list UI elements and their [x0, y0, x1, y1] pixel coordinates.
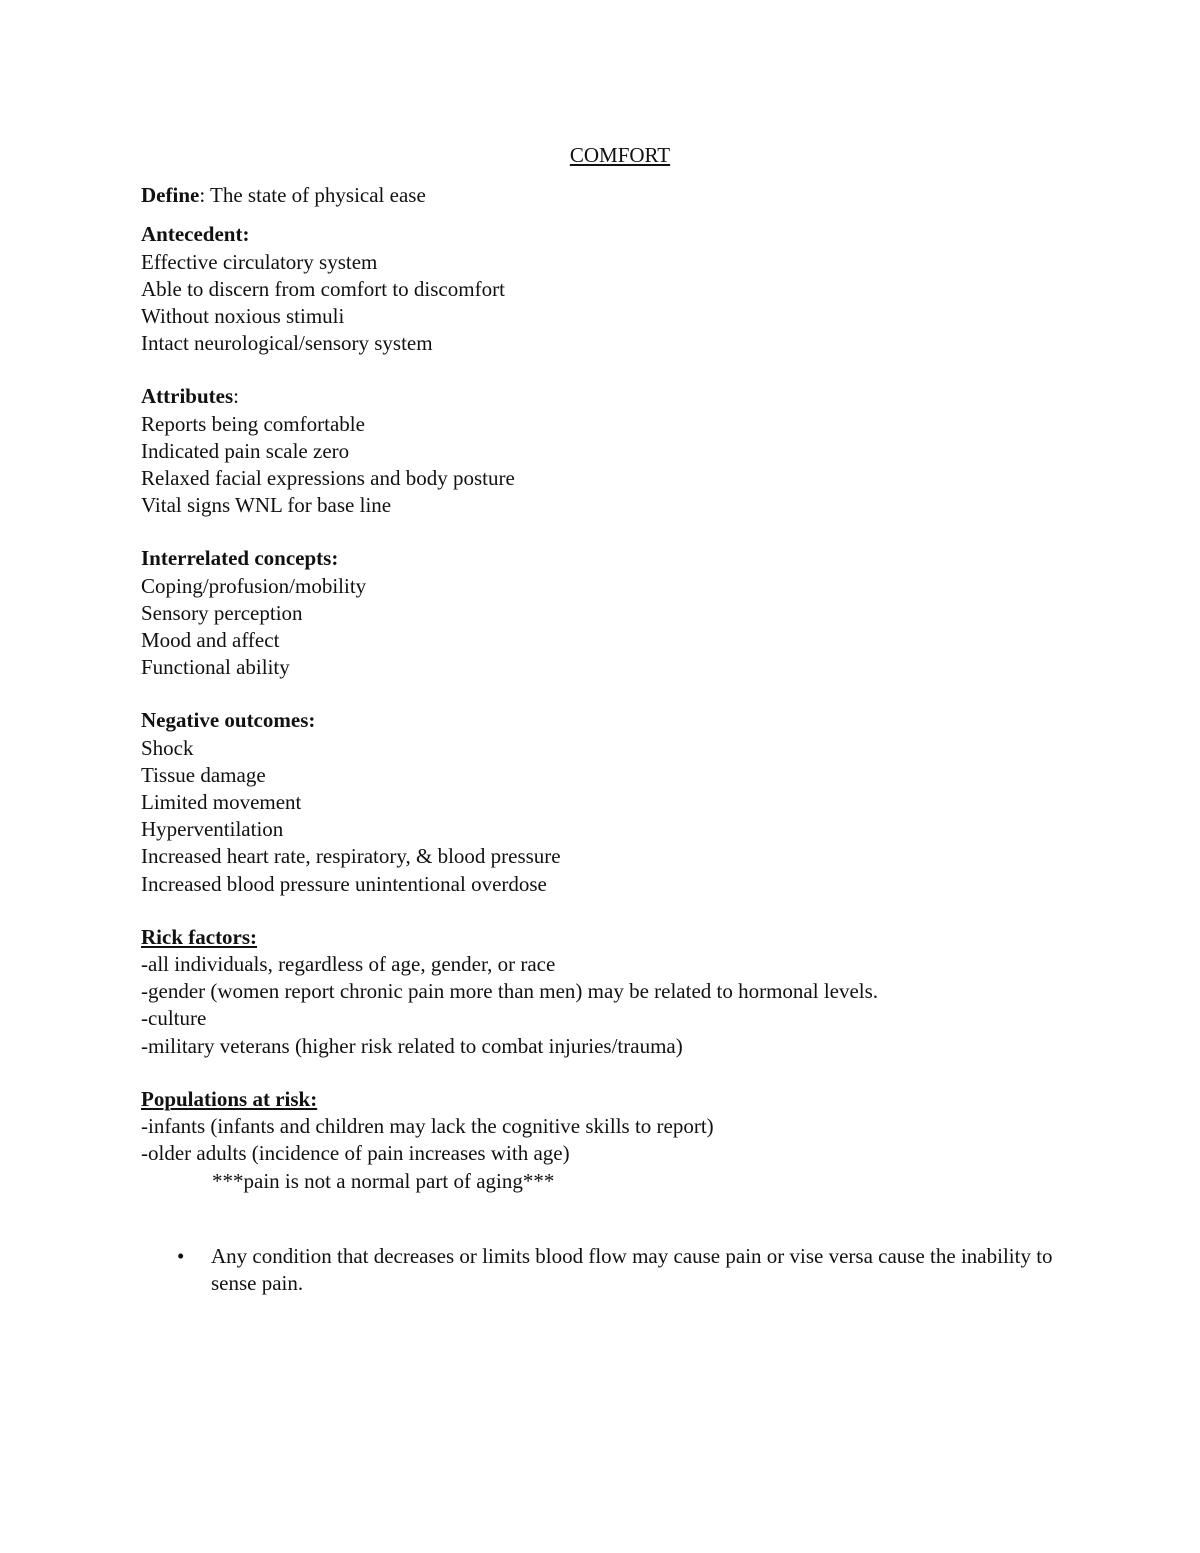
list-item: Reports being comfortable	[141, 411, 365, 436]
section-heading: Interrelated concepts:	[141, 546, 339, 571]
section-negative-outcomes	[141, 707, 1101, 897]
list-item: Increased heart rate, respiratory, & blood pressure	[141, 844, 561, 869]
section-heading-line	[141, 383, 1101, 410]
section-heading-suffix: :	[233, 384, 239, 409]
section-heading: Attributes	[141, 384, 234, 409]
list-item: Mood and affect	[141, 628, 280, 653]
list-item: Limited movement	[141, 790, 302, 815]
list-item: Intact neurological/sensory system	[141, 331, 433, 356]
list-item: -all individuals, regardless of age, gender, or race	[141, 952, 556, 977]
list-item: Without noxious stimuli	[141, 304, 345, 329]
section-interrelated-concepts	[141, 545, 1101, 681]
list-item: -older adults (incidence of pain increases with age)	[141, 1141, 570, 1166]
bullet-item	[141, 1243, 1061, 1297]
list-item: Shock	[141, 735, 194, 760]
section-attributes	[141, 383, 1101, 519]
section-heading: Rick factors:	[141, 924, 258, 949]
define-line	[141, 182, 1101, 209]
document-body	[141, 142, 1101, 1297]
list-item: -infants (infants and children may lack the cognitive skills to report)	[141, 1114, 714, 1139]
section-populations-at-risk	[141, 1086, 1101, 1195]
define-text: : The state of physical ease	[199, 183, 426, 208]
list-item: Coping/profusion/mobility	[141, 573, 367, 598]
list-item: Hyperventilation	[141, 817, 284, 842]
bullet-dot-icon: •	[177, 1243, 185, 1268]
list-item: Indicated pain scale zero	[141, 438, 350, 463]
aging-note: ***pain is not a normal part of aging***	[212, 1168, 555, 1193]
list-item: -military veterans (higher risk related to combat injuries/trauma)	[141, 1033, 683, 1058]
section-antecedent	[141, 221, 1101, 357]
list-item: Sensory perception	[141, 600, 303, 625]
define-label: Define	[141, 183, 200, 208]
document-title: COMFORT	[569, 143, 671, 167]
bullet-list	[141, 1243, 1101, 1297]
section-heading: Negative outcomes:	[141, 708, 316, 733]
list-item: Tissue damage	[141, 762, 266, 787]
list-item: Able to discern from comfort to discomfort	[141, 276, 505, 301]
section-risk-factors	[141, 924, 1101, 1060]
list-item: Increased blood pressure unintentional overdose	[141, 871, 547, 896]
list-item: -culture	[141, 1006, 207, 1031]
bullet-text: Any condition that decreases or limits blood flow may cause pain or vise versa cause the inability to sense pain.	[211, 1243, 1053, 1295]
list-item: Vital signs WNL for base line	[141, 493, 392, 518]
section-heading: Antecedent:	[141, 222, 250, 247]
list-item: Relaxed facial expressions and body posture	[141, 466, 515, 491]
section-heading: Populations at risk:	[141, 1086, 318, 1111]
list-item: Effective circulatory system	[141, 249, 378, 274]
list-item: -gender (women report chronic pain more than men) may be related to hormonal levels.	[141, 979, 879, 1004]
list-item: Functional ability	[141, 655, 290, 680]
